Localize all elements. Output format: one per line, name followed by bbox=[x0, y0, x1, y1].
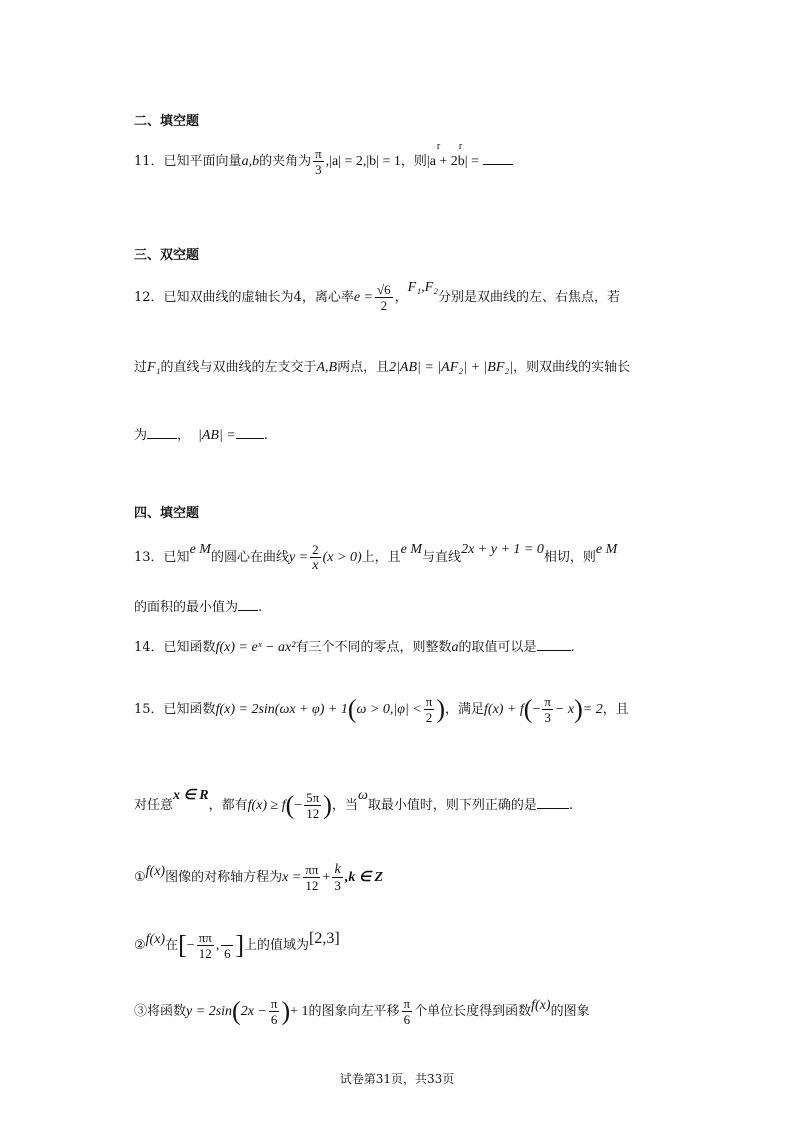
q14-function: f(x) = eˣ − ax² bbox=[215, 640, 296, 655]
opt2-fraction-2: 6 bbox=[221, 930, 233, 961]
q11-text-2: 的夹角为 bbox=[259, 154, 312, 169]
opt2-text-2: 上的值域为 bbox=[244, 938, 310, 953]
q12-comma-2: ， bbox=[177, 428, 191, 443]
q11-angle-fraction: $\frac{\pi}{3}$ bbox=[315, 146, 322, 177]
opt2-minus: − bbox=[186, 938, 195, 953]
q15-text-4: 对任意 bbox=[134, 798, 174, 813]
left-paren: ( bbox=[285, 790, 295, 820]
option-marker: ③ bbox=[134, 1004, 148, 1019]
q13-fraction: $\frac{2}{x}$ bbox=[312, 542, 319, 573]
q15-5pi-over-12: $\frac{5\pi}{12}$ bbox=[306, 790, 320, 821]
question-12 bbox=[134, 282, 620, 313]
question-number: 11． bbox=[134, 154, 164, 169]
q14-text-3: 的取值可以是 bbox=[458, 640, 537, 655]
question-11 bbox=[134, 141, 513, 177]
opt2-range: [2,3] bbox=[309, 930, 340, 947]
q13-text-4: 与直线 bbox=[422, 550, 462, 565]
q15-text-2: ，满足 bbox=[445, 702, 485, 717]
question-14 bbox=[134, 636, 575, 656]
opt3-function: y = 2sin bbox=[186, 1004, 233, 1019]
opt3-f: f(x) bbox=[531, 998, 551, 1013]
answer-blank-2[interactable] bbox=[236, 426, 264, 439]
option-marker: ① bbox=[134, 870, 146, 885]
q13-circle-3: e M bbox=[595, 542, 618, 557]
q15-text: 已知函数 bbox=[163, 702, 216, 717]
q11-text: 已知平面向量 bbox=[163, 154, 242, 169]
q12-condition: 2|AB| = |AF₂| + |BF₂| bbox=[389, 360, 514, 375]
q11-vectors: a,b bbox=[241, 154, 260, 169]
q12-text: 已知双曲线的虚轴长为4，离心率 bbox=[163, 290, 354, 305]
opt2-text: 在 bbox=[165, 938, 179, 953]
q12-eccentricity-fraction: $\frac{√6}{2}$ bbox=[377, 282, 391, 313]
opt3-text-4: 的图象 bbox=[550, 1004, 590, 1019]
opt3-text: 将函数 bbox=[147, 1004, 187, 1019]
q13-text: 已知 bbox=[163, 550, 190, 565]
question-number: 13． bbox=[134, 550, 164, 565]
q15-equals-2: = 2 bbox=[582, 702, 603, 717]
page-footer: 试卷第31页，共33页 bbox=[339, 1072, 455, 1086]
q15-text-7: 取最小值时，则下列正确的是 bbox=[367, 798, 537, 813]
q15-pi-over-2: $\frac{\pi}{2}$ bbox=[425, 694, 433, 725]
q15-minus-x: − x bbox=[554, 702, 575, 717]
q11-text-3: ，则 bbox=[400, 154, 427, 169]
q15-x-in-R: x ∈ R bbox=[173, 788, 209, 803]
q12-f1: F₁ bbox=[147, 360, 161, 375]
right-bracket: ] bbox=[235, 930, 244, 960]
q13-line: 2x + y + 1 = 0 bbox=[461, 542, 544, 557]
question-number: 12． bbox=[134, 290, 164, 305]
q13-text-3: 上，且 bbox=[361, 550, 401, 565]
q13-text-2: 的圆心在曲线 bbox=[210, 550, 289, 565]
q12-text-5: 两点，且 bbox=[337, 360, 390, 375]
q15-inequality: f(x) ≥ f bbox=[247, 798, 286, 813]
q15-minus: − bbox=[532, 702, 541, 717]
opt1-text: 图像的对称轴方程为 bbox=[165, 870, 283, 885]
question-13 bbox=[134, 542, 617, 573]
left-bracket: [ bbox=[178, 930, 187, 960]
q13-circle-2: e M bbox=[400, 542, 423, 557]
right-paren: ) bbox=[281, 996, 291, 1026]
q14-text-2: 有三个不同的零点，则整数 bbox=[295, 640, 452, 655]
opt3-plus-1: + 1 bbox=[290, 1004, 309, 1019]
question-12-line-3 bbox=[134, 424, 268, 444]
q15-equation: f(x) + f bbox=[484, 702, 524, 717]
q14-text: 已知函数 bbox=[163, 640, 216, 655]
opt1-plus: + bbox=[322, 870, 331, 885]
question-15-line-2 bbox=[134, 790, 573, 821]
answer-blank[interactable] bbox=[483, 152, 513, 165]
q15-condition: ω > 0,|φ| < bbox=[356, 702, 422, 717]
q15-text-5: ，都有 bbox=[208, 798, 248, 813]
opt2-comma: , bbox=[215, 938, 220, 953]
opt3-text-3: 个单位长度得到函数 bbox=[414, 1004, 532, 1019]
answer-blank[interactable] bbox=[537, 638, 571, 651]
question-13-line-2 bbox=[134, 596, 262, 615]
q15-minus-2: − bbox=[294, 798, 303, 813]
q12-ab-length: |AB| = bbox=[198, 428, 236, 443]
q15-pi-over-3: $\frac{\pi}{3}$ bbox=[544, 694, 551, 725]
q15-period: . bbox=[568, 798, 573, 813]
right-paren: ) bbox=[436, 694, 445, 724]
q12-text-2: 分别是双曲线的左、右焦点，若 bbox=[438, 290, 621, 305]
q15-omega: ω bbox=[357, 788, 368, 803]
q15-text-3: ，且 bbox=[602, 702, 629, 717]
q15-function: f(x) = 2sin(ωx + φ) + 1 bbox=[215, 702, 348, 717]
question-number: 14． bbox=[134, 640, 164, 655]
q14-period: . bbox=[570, 640, 575, 655]
q15-text-6: ，当 bbox=[331, 798, 358, 813]
q11-expression: |a + 2b| = r r bbox=[426, 141, 480, 169]
q11-conditions: ,|a| = 2,|b| = 1 bbox=[325, 154, 401, 169]
q12-text-7: 为 bbox=[134, 428, 148, 443]
opt3-fraction-1: $\frac{\pi}{6}$ bbox=[270, 996, 278, 1027]
q13-text-6: 的面积的最小值为 bbox=[134, 600, 239, 615]
question-number: 15． bbox=[134, 702, 164, 717]
left-paren: ( bbox=[347, 694, 357, 724]
section-header-fill-blank-2: 四、填空题 bbox=[134, 506, 200, 521]
q13-period: . bbox=[258, 600, 263, 615]
opt1-fraction-2: $\frac{k}{3}$ bbox=[334, 862, 341, 893]
option-marker: ② bbox=[134, 938, 146, 953]
option-2 bbox=[134, 930, 340, 961]
section-header-fill-blank: 二、填空题 bbox=[134, 114, 200, 129]
question-15 bbox=[134, 694, 629, 725]
option-1 bbox=[134, 862, 383, 893]
opt1-x: x = bbox=[282, 870, 302, 885]
q12-period: . bbox=[263, 428, 268, 443]
answer-blank-1[interactable] bbox=[147, 426, 177, 439]
opt3-fraction-2: $\frac{\pi}{6}$ bbox=[403, 996, 411, 1027]
q12-text-4: 的直线与双曲线的左支交于 bbox=[160, 360, 317, 375]
opt1-function: f(x) bbox=[145, 864, 166, 879]
q13-circle: e M bbox=[189, 542, 211, 557]
q12-foci: F₁,F₂ bbox=[407, 280, 438, 295]
answer-blank[interactable] bbox=[537, 796, 569, 809]
q12-text-6: ，则双曲线的实轴长 bbox=[513, 360, 631, 375]
opt2-function: f(x) bbox=[145, 932, 166, 947]
answer-blank[interactable] bbox=[238, 598, 258, 611]
q12-points: A,B bbox=[316, 360, 338, 375]
q12-eccentricity: e = bbox=[353, 290, 373, 305]
q14-a: a bbox=[451, 640, 459, 655]
left-paren: ( bbox=[232, 996, 241, 1026]
question-12-line-2 bbox=[134, 356, 630, 376]
opt2-fraction-1: $\frac{\pi\pi}{12}$ bbox=[198, 930, 212, 961]
q12-comma: ， bbox=[394, 290, 408, 305]
right-paren: ) bbox=[323, 790, 332, 820]
q13-domain: (x > 0) bbox=[322, 550, 362, 565]
q12-text-3: 过 bbox=[134, 360, 148, 375]
option-3 bbox=[134, 996, 590, 1027]
opt3-text-2: 的图象向左平移 bbox=[308, 1004, 400, 1019]
q13-text-5: 相切，则 bbox=[543, 550, 596, 565]
opt1-k-in-Z: ,k ∈ Z bbox=[344, 870, 384, 885]
right-paren: ) bbox=[574, 694, 583, 724]
q13-curve: y = bbox=[288, 550, 309, 565]
left-paren: ( bbox=[523, 694, 533, 724]
opt1-fraction-1: $\frac{\pi\pi}{12}$ bbox=[305, 862, 319, 893]
section-header-double-blank: 三、双空题 bbox=[134, 248, 200, 263]
opt3-inner: 2x − bbox=[240, 1004, 267, 1019]
